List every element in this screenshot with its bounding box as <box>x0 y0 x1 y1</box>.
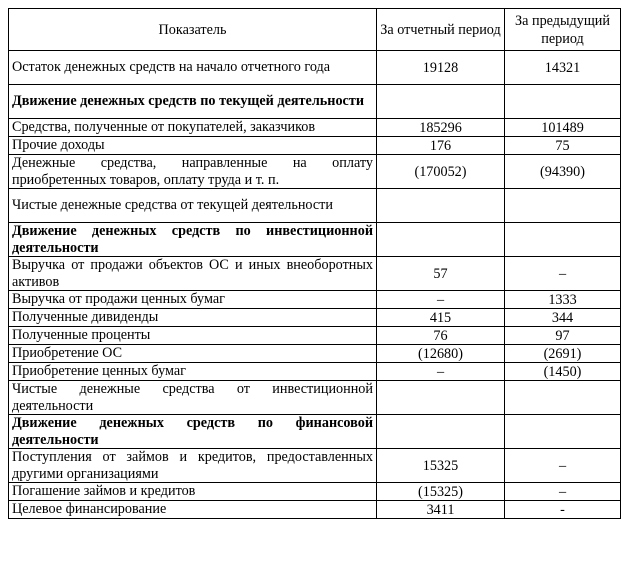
current-period-value: 176 <box>377 137 505 155</box>
section-header-row <box>9 223 621 257</box>
table-row <box>9 189 621 223</box>
row-label: Погашение займов и кредитов <box>9 483 377 501</box>
current-period-value: 57 <box>377 257 505 291</box>
current-period-value: 3411 <box>377 501 505 519</box>
table-row <box>9 345 621 363</box>
current-period-value: 15325 <box>377 449 505 483</box>
current-period-value <box>377 223 505 257</box>
current-period-value: (12680) <box>377 345 505 363</box>
row-label: Полученные проценты <box>9 327 377 345</box>
table-row <box>9 291 621 309</box>
table-row <box>9 119 621 137</box>
table-row <box>9 155 621 189</box>
table-row <box>9 327 621 345</box>
current-period-value: 415 <box>377 309 505 327</box>
previous-period-value <box>505 415 621 449</box>
row-label: Полученные дивиденды <box>9 309 377 327</box>
row-label: Выручка от продажи ценных бумаг <box>9 291 377 309</box>
row-label: Приобретение ОС <box>9 345 377 363</box>
row-label: Движение денежных средств по текущей деятельности <box>9 85 377 119</box>
previous-period-value <box>505 223 621 257</box>
current-period-value <box>377 85 505 119</box>
row-label: Движение денежных средств по инвестиционной деятельности <box>9 223 377 257</box>
current-period-value: – <box>377 363 505 381</box>
previous-period-value: – <box>505 483 621 501</box>
previous-period-value <box>505 189 621 223</box>
previous-period-value: 344 <box>505 309 621 327</box>
current-period-value <box>377 189 505 223</box>
previous-period-value <box>505 85 621 119</box>
current-period-value <box>377 415 505 449</box>
table-row <box>9 51 621 85</box>
header-indicator: Показатель <box>9 9 377 51</box>
row-label: Денежные средства, направленные на оплату приобретенных товаров, оплату труда и т. п. <box>9 155 377 189</box>
row-label: Целевое финансирование <box>9 501 377 519</box>
previous-period-value: – <box>505 257 621 291</box>
row-label: Движение денежных средств по финансовой деятельности <box>9 415 377 449</box>
previous-period-value: - <box>505 501 621 519</box>
previous-period-value: 14321 <box>505 51 621 85</box>
row-label: Поступления от займов и кредитов, предоставленных другими организациями <box>9 449 377 483</box>
row-label: Выручка от продажи объектов ОС и иных внеоборотных активов <box>9 257 377 291</box>
current-period-value: 185296 <box>377 119 505 137</box>
previous-period-value: 75 <box>505 137 621 155</box>
table-row <box>9 449 621 483</box>
current-period-value: 19128 <box>377 51 505 85</box>
header-current-period: За отчетный период <box>377 9 505 51</box>
current-period-value: – <box>377 291 505 309</box>
table-row <box>9 381 621 415</box>
previous-period-value: – <box>505 449 621 483</box>
previous-period-value: 1333 <box>505 291 621 309</box>
row-label: Средства, полученные от покупателей, заказчиков <box>9 119 377 137</box>
table-row <box>9 257 621 291</box>
current-period-value: (170052) <box>377 155 505 189</box>
table-row <box>9 309 621 327</box>
previous-period-value <box>505 381 621 415</box>
header-previous-period: За предыдущий период <box>505 9 621 51</box>
current-period-value: 76 <box>377 327 505 345</box>
current-period-value: (15325) <box>377 483 505 501</box>
previous-period-value: (94390) <box>505 155 621 189</box>
row-label: Приобретение ценных бумаг <box>9 363 377 381</box>
row-label: Чистые денежные средства от инвестиционной деятельности <box>9 381 377 415</box>
row-label: Остаток денежных средств на начало отчетного года <box>9 51 377 85</box>
table-row <box>9 483 621 501</box>
previous-period-value: (1450) <box>505 363 621 381</box>
table-row <box>9 363 621 381</box>
table-row <box>9 501 621 519</box>
section-header-row <box>9 415 621 449</box>
section-header-row <box>9 85 621 119</box>
previous-period-value: 101489 <box>505 119 621 137</box>
previous-period-value: 97 <box>505 327 621 345</box>
header-row <box>9 9 621 51</box>
row-label: Чистые денежные средства от текущей деятельности <box>9 189 377 223</box>
current-period-value <box>377 381 505 415</box>
row-label: Прочие доходы <box>9 137 377 155</box>
table-row <box>9 137 621 155</box>
cash-flow-table <box>8 8 621 519</box>
previous-period-value: (2691) <box>505 345 621 363</box>
